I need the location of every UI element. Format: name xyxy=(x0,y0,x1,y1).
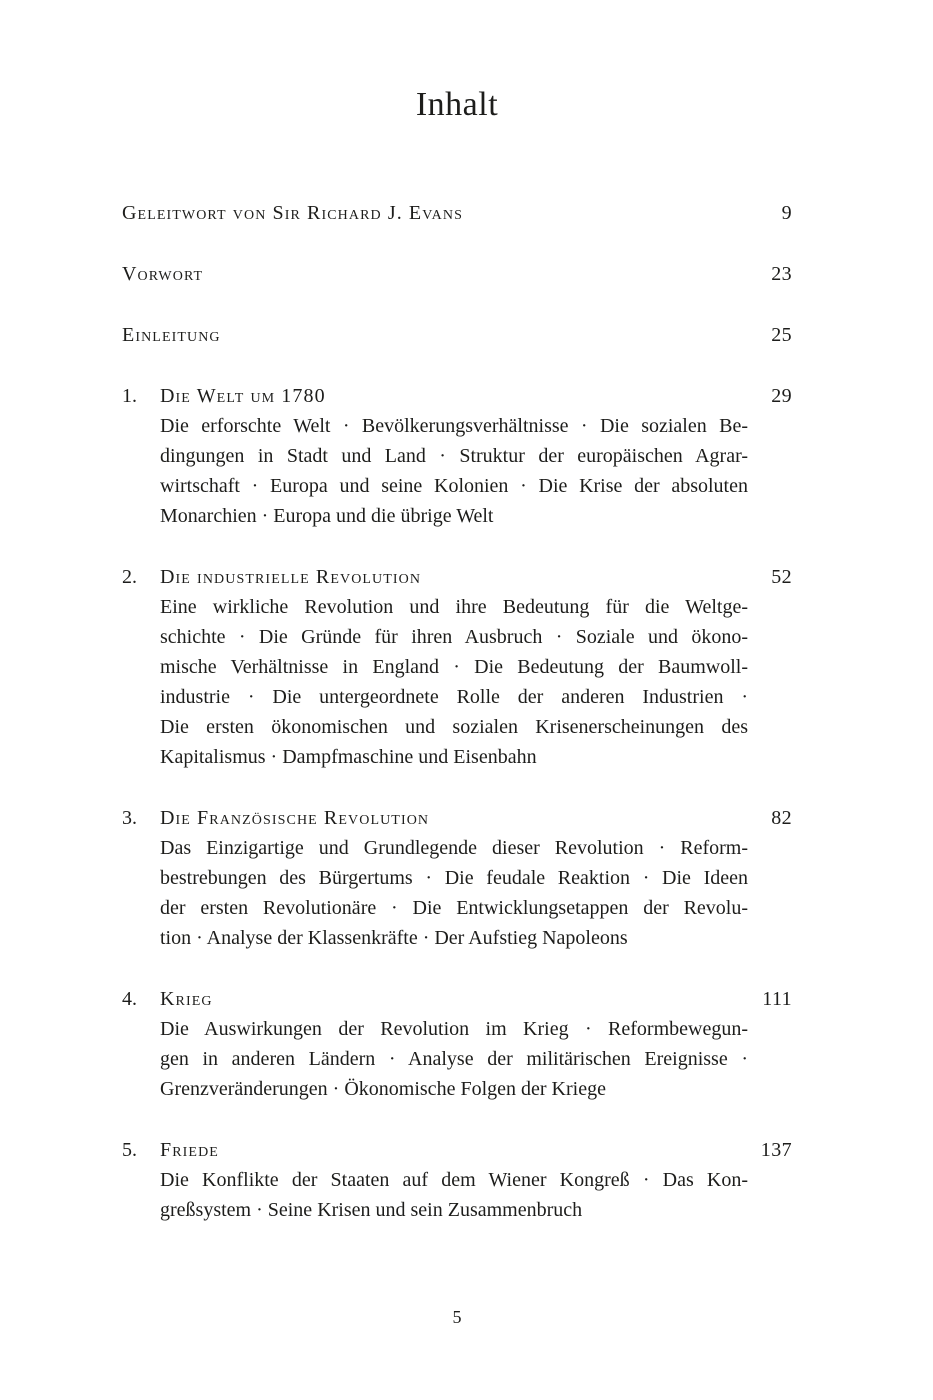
chapter-description-line: schichte · Die Gründe für ihren Ausbruch · Soziale und ökono- xyxy=(160,626,748,648)
chapter-description-line: industrie · Die untergeordnete Rolle der anderen Industrien · xyxy=(160,686,748,708)
chapter-description xyxy=(160,411,748,531)
chapter-description-line: gen in anderen Ländern · Analyse der militärischen Ereignisse · xyxy=(160,1048,748,1070)
chapter-description-line: Monarchien · Europa und die übrige Welt xyxy=(160,505,494,527)
chapter-page: 52 xyxy=(771,566,792,588)
toc-entry-label: Vorwort xyxy=(122,263,204,285)
toc-chapter-row xyxy=(122,1135,792,1165)
chapter-number: 1. xyxy=(122,385,137,407)
toc-entry xyxy=(122,259,792,289)
toc-entry-label: Einleitung xyxy=(122,324,221,346)
toc-entry xyxy=(122,198,792,228)
chapter-number: 4. xyxy=(122,988,137,1010)
chapter-description xyxy=(160,833,748,953)
toc-chapter-row xyxy=(122,562,792,592)
chapter-description-line: Die Auswirkungen der Revolution im Krieg · Reformbewegun- xyxy=(160,1018,748,1040)
chapter-number: 5. xyxy=(122,1139,137,1161)
chapter-title: Die Welt um 1780 xyxy=(160,385,326,407)
toc-chapter-row xyxy=(122,803,792,833)
chapter-description-line: tion · Analyse der Klassenkräfte · Der Aufstieg Napoleons xyxy=(160,927,628,949)
chapter-description-line: bestrebungen des Bürgertums · Die feudale Reaktion · Die Ideen xyxy=(160,867,748,889)
toc-entry-row xyxy=(122,259,792,289)
toc-chapter-row xyxy=(122,984,792,1014)
chapter-page: 111 xyxy=(762,988,792,1010)
chapter-page: 137 xyxy=(760,1139,792,1161)
chapter-description-line: dingungen in Stadt und Land · Struktur der europäischen Agrar- xyxy=(160,445,748,467)
toc-entry-row xyxy=(122,320,792,350)
chapter-title: Die Französische Revolution xyxy=(160,807,430,829)
toc-entry xyxy=(122,320,792,350)
chapter-description-line: mische Verhältnisse in England · Die Bedeutung der Baumwoll- xyxy=(160,656,748,678)
chapter-title: Die industrielle Revolution xyxy=(160,566,422,588)
toc-entry-page: 9 xyxy=(781,202,792,224)
chapter-description-line: Eine wirkliche Revolution und ihre Bedeutung für die Weltge- xyxy=(160,596,748,618)
toc-entry-page: 23 xyxy=(771,263,792,285)
toc-entry-row xyxy=(122,198,792,228)
chapter-description-line: der ersten Revolutionäre · Die Entwicklungsetappen der Revolu- xyxy=(160,897,748,919)
toc-chapter-entry xyxy=(122,1135,792,1225)
chapter-title: Friede xyxy=(160,1139,219,1161)
chapter-description xyxy=(160,1165,748,1225)
chapter-description-line: Das Einzigartige und Grundlegende dieser Revolution · Reform- xyxy=(160,837,748,859)
chapter-number: 3. xyxy=(122,807,137,829)
chapter-description-line: wirtschaft · Europa und seine Kolonien · Die Krise der absoluten xyxy=(160,475,748,497)
chapter-description-line: Kapitalismus · Dampfmaschine und Eisenbahn xyxy=(160,746,537,768)
chapter-description-line: Die erforschte Welt · Bevölkerungsverhältnisse · Die sozialen Be- xyxy=(160,415,748,437)
chapter-description-line: greßsystem · Seine Krisen und sein Zusammenbruch xyxy=(160,1199,583,1221)
folio-page-number: 5 xyxy=(452,1307,462,1327)
toc-chapter-entry xyxy=(122,381,792,531)
chapter-number: 2. xyxy=(122,566,137,588)
chapter-description-line: Die ersten ökonomischen und sozialen Krisenerscheinungen des xyxy=(160,716,748,738)
chapter-description xyxy=(160,592,748,772)
chapter-page: 82 xyxy=(771,807,792,829)
page-title: Inhalt xyxy=(415,86,499,123)
toc-chapter-entry xyxy=(122,984,792,1104)
chapter-page: 29 xyxy=(771,385,792,407)
toc-chapter-row xyxy=(122,381,792,411)
toc-chapter-entry xyxy=(122,803,792,953)
toc-entry-page: 25 xyxy=(771,324,792,346)
chapter-description xyxy=(160,1014,748,1104)
toc-entry-label: Geleitwort von Sir Richard J. Evans xyxy=(122,202,463,224)
chapter-title: Krieg xyxy=(160,988,213,1010)
toc-chapter-entry xyxy=(122,562,792,772)
chapter-description-line: Grenzveränderungen · Ökonomische Folgen der Kriege xyxy=(160,1078,606,1100)
toc-list xyxy=(122,198,792,1225)
chapter-description-line: Die Konflikte der Staaten auf dem Wiener Kongreß · Das Kon- xyxy=(160,1169,748,1191)
